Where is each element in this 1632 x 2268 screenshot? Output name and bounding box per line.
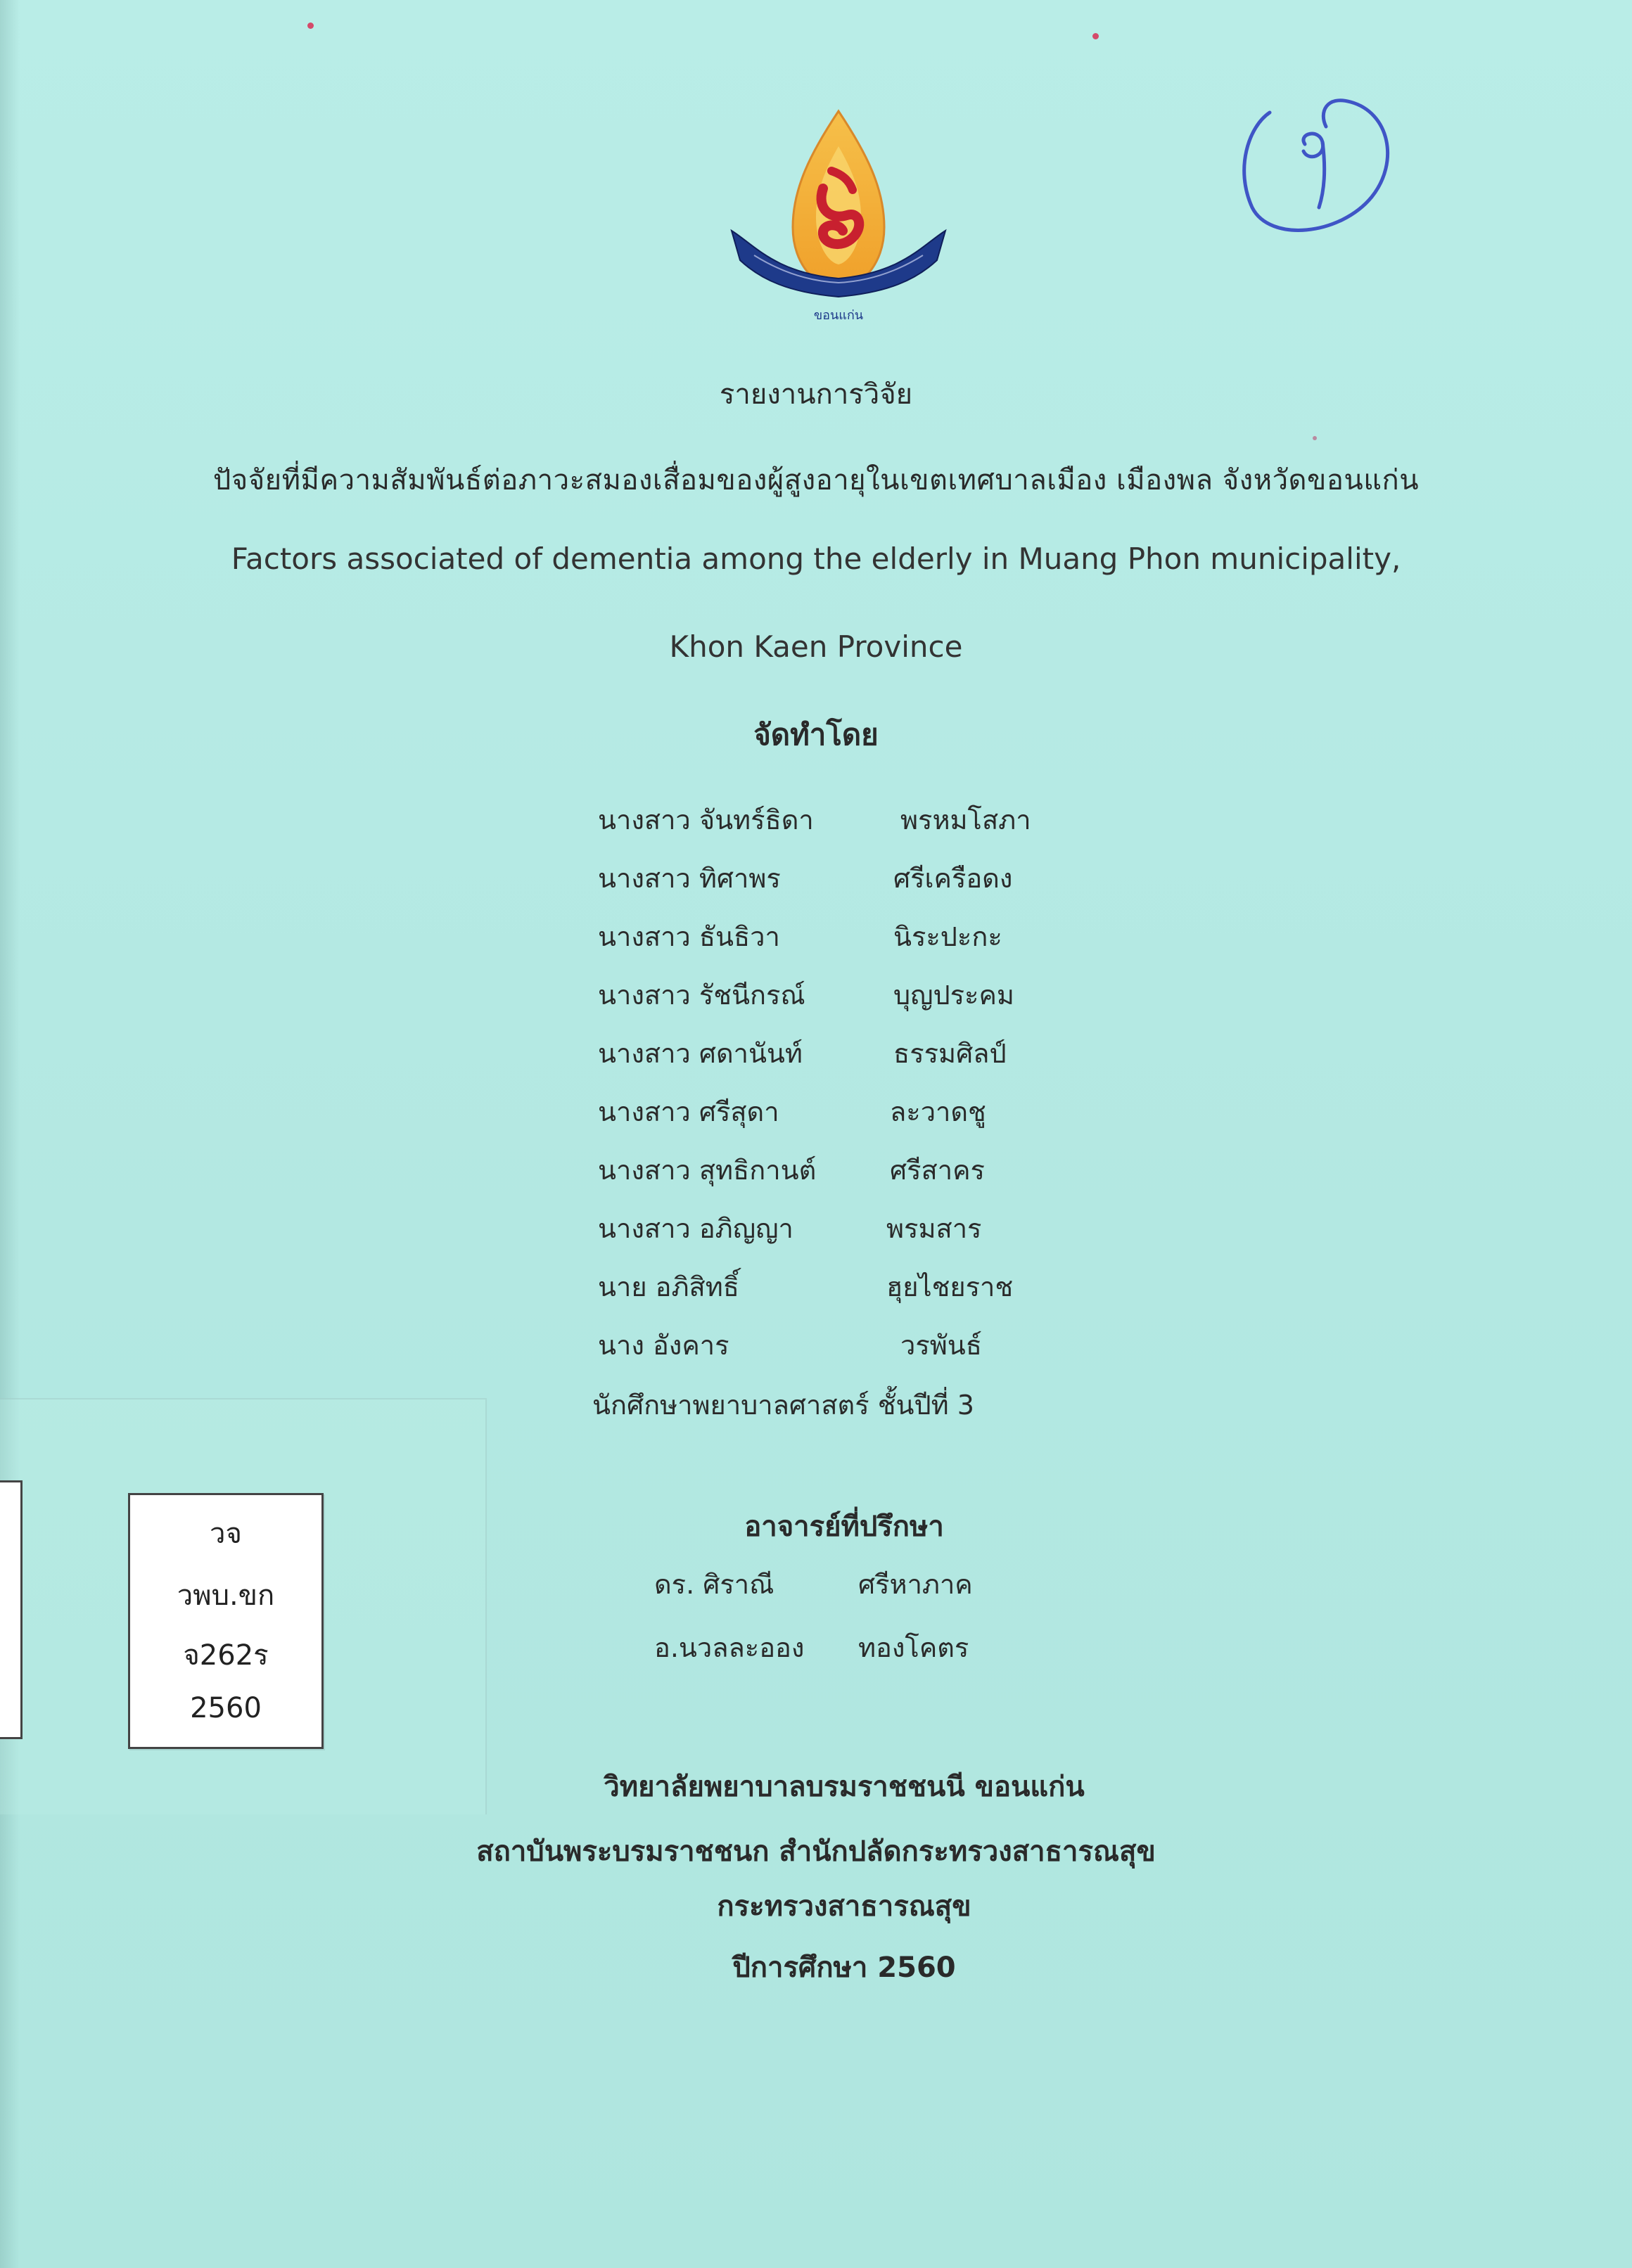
advisor-row [654, 1626, 1147, 1689]
author-row [598, 1032, 1133, 1090]
author-first-name: นางสาว สุทธิกานต์ [598, 1155, 817, 1186]
author-last-name: ฮุยไชยราช [886, 1271, 1014, 1302]
author-row [598, 1148, 1133, 1207]
prepared-by-heading: จัดทำโดย [753, 717, 879, 752]
paper-speck [307, 23, 314, 29]
author-first-name: นาง อังคาร [598, 1330, 729, 1361]
spine-shadow [0, 0, 20, 2268]
author-first-name: นางสาว ศรีสุดา [598, 1096, 779, 1127]
advisor-surname: ศรีหาภาค [858, 1569, 973, 1600]
paper-speck [1313, 436, 1317, 440]
advisor-name: อ.นวลละออง [654, 1632, 805, 1663]
institution-ministry: กระทรวงสาธารณสุข [717, 1890, 971, 1923]
spine-label-edge [0, 1480, 23, 1739]
author-row [598, 1090, 1133, 1148]
advisor-heading: อาจารย์ที่ปรึกษา [744, 1511, 944, 1543]
college-emblem-icon [726, 104, 951, 329]
author-row [598, 1265, 1133, 1324]
author-first-name: นางสาว จันทร์ธิดา [598, 805, 814, 835]
author-last-name: พรมสาร [886, 1213, 982, 1244]
author-last-name: ธรรมศิลป์ [893, 1038, 1007, 1069]
institution-college: วิทยาลัยพยาบาลบรมราชชนนี ขอนแก่น [604, 1771, 1085, 1803]
call-number-line: จ262ร [183, 1639, 269, 1672]
student-year-line: นักศึกษาพยาบาลศาสตร์ ชั้นปีที่ 3 [592, 1390, 974, 1421]
author-list [598, 798, 1133, 1382]
advisor-row [654, 1563, 1147, 1626]
title-english-line-2: Khon Kaen Province [669, 629, 963, 664]
call-number-line: 2560 [190, 1692, 262, 1724]
author-row [598, 915, 1133, 973]
author-first-name: นางสาว ธันธิวา [598, 921, 780, 952]
author-last-name: ศรีเครือดง [893, 863, 1013, 894]
call-number-line: วพบ.ขก [177, 1580, 275, 1612]
author-row [598, 1324, 1133, 1382]
handwritten-number-mark [1220, 84, 1417, 253]
author-row [598, 857, 1133, 915]
author-first-name: นางสาว รัชนีกรณ์ [598, 980, 805, 1011]
author-row [598, 973, 1133, 1032]
author-last-name: บุญประคม [893, 980, 1014, 1011]
paper-speck [1092, 33, 1099, 39]
author-last-name: พรหมโสภา [900, 805, 1031, 835]
advisor-surname: ทองโคตร [858, 1632, 969, 1663]
advisor-list [654, 1563, 1147, 1689]
author-first-name: นางสาว ทิศาพร [598, 863, 781, 894]
call-number-line: วจ [210, 1518, 242, 1550]
author-first-name: นาย อภิสิทธิ์ [598, 1271, 739, 1302]
title-english-line-1: Factors associated of dementia among the elderly in Muang Phon municipality, [231, 542, 1401, 576]
author-first-name: นางสาว ศดานันท์ [598, 1038, 803, 1069]
author-last-name: ศรีสาคร [890, 1155, 985, 1186]
title-thai: ปัจจัยที่มีความสัมพันธ์ต่อภาวะสมองเสื่อมของผู้สูงอายุในเขตเทศบาลเมือง เมืองพล จังหวัดขอนแก่น [212, 464, 1420, 496]
author-last-name: วรพันธ์ [900, 1330, 982, 1361]
institution-agency: สถาบันพระบรมราชชนก สำนักปลัดกระทรวงสาธารณสุข [476, 1835, 1156, 1868]
author-row [598, 798, 1133, 857]
author-first-name: นางสาว อภิญญา [598, 1213, 793, 1244]
report-type-label: รายงานการวิจัย [719, 378, 913, 411]
author-last-name: นิระปะกะ [893, 921, 1002, 952]
advisor-name: ดร. ศิราณี [654, 1569, 774, 1600]
logo-caption: ขอนแก่น [813, 308, 864, 323]
author-last-name: ละวาดชู [890, 1096, 986, 1127]
academic-year: ปีการศึกษา 2560 [732, 1952, 956, 1984]
author-row [598, 1207, 1133, 1265]
